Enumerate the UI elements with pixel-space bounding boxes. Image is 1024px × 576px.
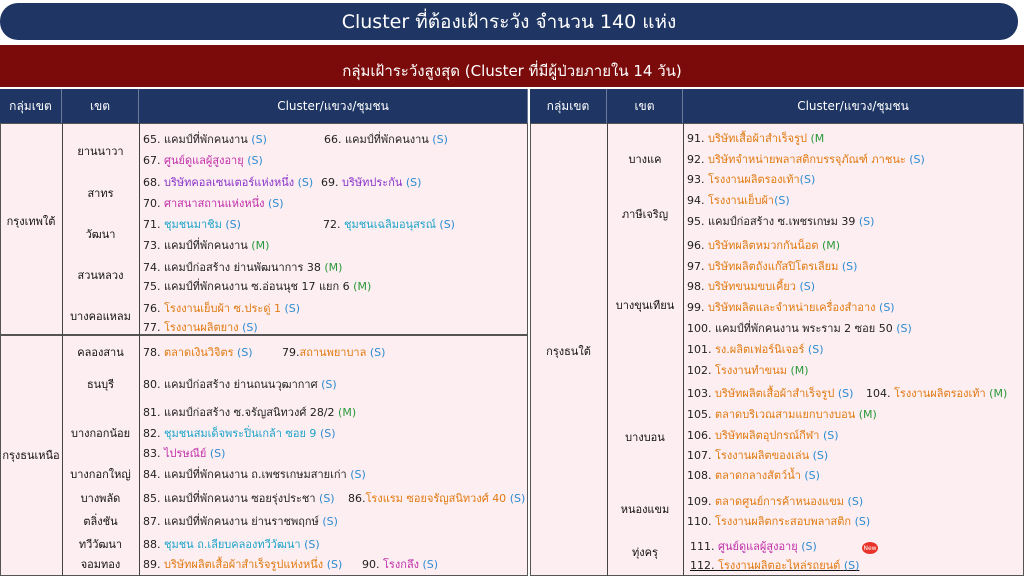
severity-tag: (S) xyxy=(321,378,337,391)
item-number: 72. xyxy=(323,218,344,231)
item-number: 66. xyxy=(324,133,345,146)
cluster-item-100 xyxy=(687,319,912,337)
item-text: แคมป์ที่พักคนงาน ย่านราชพฤกษ์ xyxy=(164,515,319,528)
item-number: 90. xyxy=(362,558,383,571)
cluster-item-73 xyxy=(143,236,269,254)
item-number: 76. xyxy=(143,302,164,315)
severity-tag: (S) xyxy=(268,197,284,210)
item-text: ศูนย์ดูแลผู้สูงอายุ xyxy=(718,540,798,553)
item-number: 98. xyxy=(687,280,708,293)
item-number: 108. xyxy=(687,469,715,482)
item-text: แคมป์ก่อสร้าง ซ.เพชรเกษม 39 xyxy=(708,215,856,228)
item-number: 87. xyxy=(143,515,164,528)
severity-tag: (S) xyxy=(807,343,824,356)
item-number: 92. xyxy=(687,153,708,166)
cluster-item-92 xyxy=(687,150,925,168)
item-text: แคมป์ก่อสร้าง ย่านถนนวุฒากาศ xyxy=(164,378,318,391)
item-text: แคมป์ที่พักคนงาน xyxy=(164,239,248,252)
item-text: แคมป์ก่อสร้าง ย่านพัฒนาการ 38 xyxy=(164,261,321,274)
cluster-item-74 xyxy=(143,258,342,276)
item-number: 73. xyxy=(143,239,164,252)
item-text: โรงกลึง xyxy=(383,558,419,571)
item-text: แคมป์ที่พักคนงาน xyxy=(164,133,248,146)
item-number: 65. xyxy=(143,133,164,146)
page-title-banner xyxy=(0,3,1018,40)
severity-tag: (M) xyxy=(324,261,343,274)
severity-tag: (S) xyxy=(225,218,241,231)
district-label: ทวีวัฒนา xyxy=(78,538,123,551)
severity-tag: (M) xyxy=(822,239,841,252)
severity-tag: (S) xyxy=(774,194,790,207)
district-label: บางขุนเทียน xyxy=(615,299,675,312)
severity-tag: (S) xyxy=(326,558,343,571)
cluster-item-85 xyxy=(143,489,335,507)
cluster-item-106 xyxy=(687,426,839,444)
severity-tag: (S) xyxy=(405,176,422,189)
severity-tag: (S) xyxy=(509,492,526,505)
item-text: บริษัทคอลเซนเตอร์แห่งหนึ่ง xyxy=(164,176,295,189)
severity-tag: (S) xyxy=(251,133,267,146)
item-number: 95. xyxy=(687,215,708,228)
item-number: 81. xyxy=(143,406,164,419)
district-label: หนองแขม xyxy=(620,503,670,516)
item-number: 102. xyxy=(687,364,715,377)
severity-tag: (S) xyxy=(841,260,858,273)
severity-tag: (S) xyxy=(209,447,226,460)
cluster-item-65 xyxy=(143,130,267,148)
severity-tag: (S) xyxy=(297,176,314,189)
group-label-north-thon: กรุงธนเหนือ xyxy=(2,449,60,462)
district-label: ภาษีเจริญ xyxy=(621,208,669,221)
item-number: 99. xyxy=(687,301,708,314)
district-label: บางกอกใหญ่ xyxy=(70,468,131,481)
item-text: แคมป์ที่พักคนงาน พระราม 2 ซอย 50 xyxy=(715,322,893,335)
item-text: บริษัทประกัน xyxy=(342,176,403,189)
cluster-item-97 xyxy=(687,257,857,275)
cluster-item-66 xyxy=(324,130,448,148)
severity-tag: (S) xyxy=(439,218,455,231)
cluster-item-84 xyxy=(143,465,366,483)
severity-tag: (S) xyxy=(909,153,925,166)
item-text: โรงงานเย็บผ้า ซ.ประดู่ 1 xyxy=(164,302,281,315)
cluster-item-68 xyxy=(143,173,313,191)
item-number: 79. xyxy=(282,346,300,359)
district-label: ทุ่งครุ xyxy=(632,546,658,559)
cluster-item-78 xyxy=(143,343,253,361)
header-district-right: เขต xyxy=(607,89,683,123)
item-number: 89. xyxy=(143,558,164,571)
divider xyxy=(139,123,140,576)
cluster-item-72 xyxy=(323,215,455,233)
severity-tag: (S) xyxy=(237,346,253,359)
item-number: 85. xyxy=(143,492,164,505)
item-text: รง.ผลิตเฟอร์นิเจอร์ xyxy=(715,343,805,356)
item-text: ไปรษณีย์ xyxy=(164,447,207,460)
cluster-item-80 xyxy=(143,375,337,393)
header-district-left: เขต xyxy=(62,89,139,123)
severity-tag: (S) xyxy=(432,133,448,146)
severity-tag: (S) xyxy=(858,215,875,228)
cluster-item-109 xyxy=(687,492,863,510)
item-text: โรงงานผลิตอะไหล่รถยนต์ xyxy=(718,559,841,572)
severity-tag: (S) xyxy=(369,346,386,359)
cluster-item-101 xyxy=(687,340,824,358)
severity-tag: (S) xyxy=(242,321,258,334)
district-label: บางพลัด xyxy=(80,492,121,505)
item-text: บริษัทขนมขบเคี้ยว xyxy=(708,280,796,293)
item-text: ตลาดบริเวณสามแยกบางบอน xyxy=(715,408,856,421)
cluster-item-71 xyxy=(143,215,241,233)
severity-tag: (S) xyxy=(350,468,366,481)
item-number: 74. xyxy=(143,261,164,274)
cluster-item-93 xyxy=(687,170,815,188)
item-text: ชุมชน ถ.เลียบคลองทวีวัฒนา xyxy=(164,538,301,551)
item-text: บริษัทผลิตเสื้อผ้าสำเร็จรูป xyxy=(715,387,835,400)
cluster-item-104 xyxy=(866,384,1007,402)
district-label: สวนหลวง xyxy=(77,269,124,282)
cluster-item-105 xyxy=(687,405,877,423)
district-label: ธนบุรี xyxy=(86,378,115,391)
item-text: แคมป์ที่พักคนงาน xyxy=(345,133,429,146)
severity-tag: (S) xyxy=(847,495,864,508)
item-text: โรงงานผลิตรองเท้า xyxy=(894,387,986,400)
item-number: 75. xyxy=(143,280,164,293)
item-text: ชุมชนมาชิม xyxy=(164,218,222,231)
cluster-item-89 xyxy=(143,555,342,573)
district-label: ตลิ่งชัน xyxy=(83,515,118,528)
item-text: โรงงานทำขนม xyxy=(715,364,787,377)
cluster-item-81 xyxy=(143,403,356,421)
item-number: 94. xyxy=(687,194,708,207)
item-number: 88. xyxy=(143,538,164,551)
severity-tag: (S) xyxy=(879,301,895,314)
severity-tag: (M) xyxy=(790,364,809,377)
item-text: ตลาดกลางสัตว์น้ำ xyxy=(715,469,801,482)
item-text: บริษัทผลิตอุปกรณ์กีฬา xyxy=(715,429,820,442)
item-number: 77. xyxy=(143,321,164,334)
cluster-item-75 xyxy=(143,277,371,295)
item-number: 69. xyxy=(321,176,342,189)
item-text: ชุมชนสมเด็จพระปิ่นเกล้า ซอย 9 xyxy=(164,427,317,440)
severity-tag: (M) xyxy=(251,239,270,252)
severity-tag: (M) xyxy=(353,280,372,293)
severity-tag: (M xyxy=(810,132,825,145)
item-text: โรงงานผลิตยาง xyxy=(164,321,239,334)
item-number: 71. xyxy=(143,218,164,231)
subtitle-banner xyxy=(0,45,1024,87)
severity-tag: (S) xyxy=(319,492,335,505)
item-text: สถานพยาบาล xyxy=(299,346,367,359)
district-label: บางแค xyxy=(628,153,662,166)
item-text: บริษัทผลิตถังแก๊สปิโตรเลียม xyxy=(708,260,839,273)
item-number: 100. xyxy=(687,322,715,335)
header-cluster-left: Cluster/แขวง/ชุมชน xyxy=(139,89,528,123)
cluster-item-82 xyxy=(143,424,336,442)
item-text: ศาสนาสถานแห่งหนึ่ง xyxy=(164,197,265,210)
severity-tag: (S) xyxy=(854,515,871,528)
item-text: ตลาดเงินวิจิตร xyxy=(164,346,234,359)
district-label: บางคอแหลม xyxy=(70,310,131,323)
district-label: คลองสาน xyxy=(77,346,124,359)
item-number: 82. xyxy=(143,427,164,440)
item-number: 107. xyxy=(687,449,715,462)
item-number: 112. xyxy=(690,559,718,572)
item-number: 78. xyxy=(143,346,164,359)
item-text: โรงงานผลิตรองเท้า xyxy=(708,173,800,186)
item-text: ตลาดศูนย์การค้าหนองแขม xyxy=(715,495,845,508)
item-text: แคมป์ที่พักคนงาน ถ.เพชรเกษมสายเก่า xyxy=(164,468,347,481)
severity-tag: (S) xyxy=(801,540,817,553)
item-number: 70. xyxy=(143,197,164,210)
item-text: โรงแรม ซอยจรัญสนิทวงศ์ 40 xyxy=(365,492,507,505)
item-number: 106. xyxy=(687,429,715,442)
cluster-item-95 xyxy=(687,212,874,230)
severity-tag: (S) xyxy=(843,559,860,572)
district-label: จอมทอง xyxy=(80,558,121,571)
severity-tag: (M) xyxy=(858,408,877,421)
cluster-item-91 xyxy=(687,129,824,147)
cluster-item-90 xyxy=(362,555,438,573)
subtitle: กลุ่มเฝ้าระวังสูงสุด (Cluster ที่มีผู้ป่วยภายใน 14 วัน) xyxy=(342,62,682,80)
item-text: โรงงานผลิตกระสอบพลาสติก xyxy=(715,515,852,528)
cluster-item-108 xyxy=(687,466,820,484)
cluster-item-87 xyxy=(143,512,338,530)
item-text: บริษัทจำหน่ายพลาสติกบรรจุภัณฑ์ ภาชนะ xyxy=(708,153,906,166)
item-text: โรงงานผลิตของเล่น xyxy=(715,449,810,462)
item-number: 111. xyxy=(690,540,718,553)
header-group-right: กลุ่มเขต xyxy=(530,89,607,123)
item-text: ศูนย์ดูแลผู้สูงอายุ xyxy=(164,154,244,167)
district-label: วัฒนา xyxy=(85,228,116,241)
district-label: สาทร xyxy=(87,187,114,200)
page-title: Cluster ที่ต้องเฝ้าระวัง จำนวน 140 แห่ง xyxy=(341,10,677,33)
item-number: 80. xyxy=(143,378,164,391)
item-text: บริษัทผลิตเสื้อผ้าสำเร็จรูปแห่งหนึ่ง xyxy=(164,558,324,571)
cluster-item-79 xyxy=(282,343,385,361)
severity-tag: (S) xyxy=(837,387,854,400)
district-label: ยานนาวา xyxy=(77,145,124,158)
severity-tag: (S) xyxy=(822,429,839,442)
item-number: 84. xyxy=(143,468,164,481)
group-label-south-thon: กรุงธนใต้ xyxy=(546,345,591,358)
item-number: 68. xyxy=(143,176,164,189)
cluster-item-96 xyxy=(687,236,840,254)
district-label: บางบอน xyxy=(625,431,665,444)
cluster-item-69 xyxy=(321,173,421,191)
severity-tag: (S) xyxy=(284,302,301,315)
item-number: 109. xyxy=(687,495,715,508)
severity-tag: (S) xyxy=(322,515,338,528)
cluster-item-70 xyxy=(143,194,284,212)
severity-tag: (M) xyxy=(989,387,1008,400)
severity-tag: (M) xyxy=(338,406,357,419)
item-text: แคมป์ก่อสร้าง ซ.จรัญสนิทวงศ์ 28/2 xyxy=(164,406,335,419)
item-text: ชุมชนเฉลิมอนุสรณ์ xyxy=(344,218,436,231)
cluster-item-86 xyxy=(348,489,525,507)
cluster-item-76 xyxy=(143,299,300,317)
header-cluster-right: Cluster/แขวง/ชุมชน xyxy=(683,89,1024,123)
cluster-item-67 xyxy=(143,151,263,169)
cluster-item-110 xyxy=(687,512,870,530)
item-number: 83. xyxy=(143,447,164,460)
cluster-item-77 xyxy=(143,318,258,336)
item-number: 86. xyxy=(348,492,366,505)
item-number: 67. xyxy=(143,154,164,167)
cluster-item-103 xyxy=(687,384,853,402)
item-text: บริษัทผลิตและจำหน่ายเครื่องสำอาง xyxy=(708,301,876,314)
cluster-item-88 xyxy=(143,535,320,553)
severity-tag: (S) xyxy=(812,449,829,462)
severity-tag: (S) xyxy=(896,322,912,335)
cluster-item-98 xyxy=(687,277,815,295)
cluster-item-102 xyxy=(687,361,809,379)
severity-tag: (S) xyxy=(422,558,439,571)
item-number: 103. xyxy=(687,387,715,400)
cluster-item-83 xyxy=(143,444,225,462)
cluster-item-99 xyxy=(687,298,895,316)
group-label-south-bkk: กรุงเทพใต้ xyxy=(6,215,56,228)
cluster-item-111 xyxy=(690,537,817,555)
item-text: บริษัทผลิตหมวกกันน็อต xyxy=(708,239,819,252)
district-label: บางกอกน้อย xyxy=(70,427,131,440)
severity-tag: (S) xyxy=(804,469,820,482)
item-number: 104. xyxy=(866,387,894,400)
item-text: แคมป์ที่พักคนงาน ซอยรุ่งประชา xyxy=(164,492,316,505)
cluster-item-94 xyxy=(687,191,790,209)
item-number: 91. xyxy=(687,132,708,145)
item-number: 96. xyxy=(687,239,708,252)
header-group-left: กลุ่มเขต xyxy=(0,89,62,123)
divider xyxy=(683,123,684,576)
severity-tag: (S) xyxy=(319,427,336,440)
item-text: บริษัทเสื้อผ้าสำเร็จรูป xyxy=(708,132,807,145)
item-number: 93. xyxy=(687,173,708,186)
item-number: 105. xyxy=(687,408,715,421)
severity-tag: (S) xyxy=(799,280,816,293)
cluster-item-107 xyxy=(687,446,828,464)
item-number: 97. xyxy=(687,260,708,273)
severity-tag: (S) xyxy=(304,538,320,551)
item-number: 110. xyxy=(687,515,715,528)
item-text: แคมป์ที่พักคนงาน ซ.อ่อนนุช 17 แยก 6 xyxy=(164,280,350,293)
severity-tag: (S) xyxy=(247,154,263,167)
cluster-item-112 xyxy=(690,556,859,574)
severity-tag: (S) xyxy=(799,173,816,186)
new-badge: New xyxy=(862,542,878,554)
item-number: 101. xyxy=(687,343,715,356)
item-text: โรงงานเย็บผ้า xyxy=(708,194,775,207)
